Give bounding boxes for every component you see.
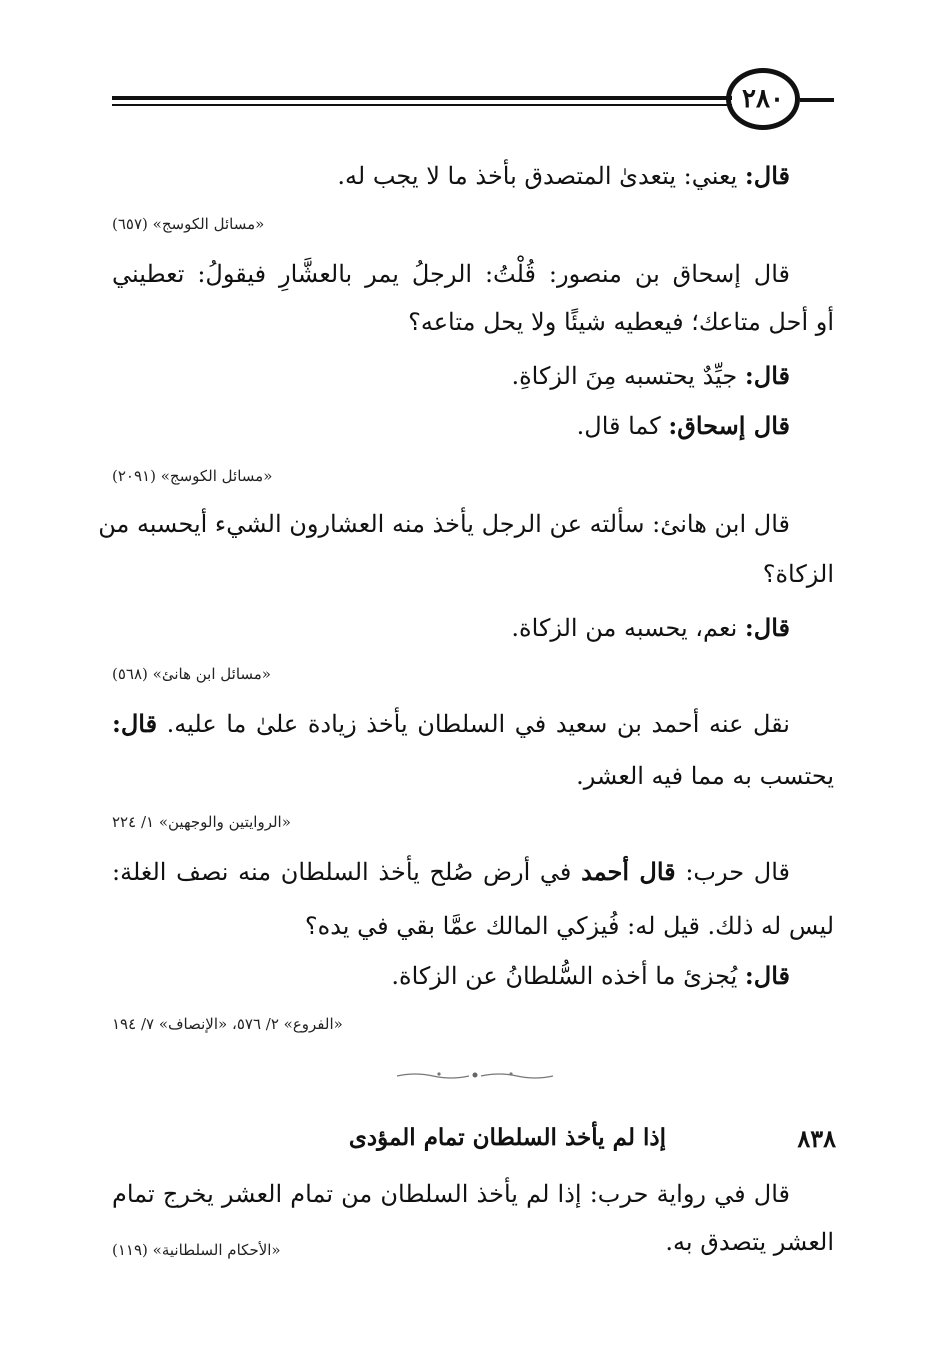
text-line-11 bbox=[112, 856, 790, 888]
line-text: كما قال. bbox=[576, 412, 661, 440]
line-text: قال حرب: bbox=[685, 858, 790, 886]
section-number: ٨٣٨ bbox=[797, 1124, 836, 1153]
qal-ahmad-label: قال أحمد bbox=[581, 857, 676, 886]
text-line-9 bbox=[112, 708, 790, 740]
page-number: ٢٨٠ bbox=[726, 68, 800, 130]
text-line-8 bbox=[511, 612, 790, 644]
qal-label: قال: bbox=[744, 361, 790, 390]
text-line-1 bbox=[337, 160, 790, 192]
line-text: جيِّدٌ يحتسبه مِنَ الزكاةِ. bbox=[511, 362, 738, 390]
qal-label: قال: bbox=[744, 961, 790, 990]
reference-6: «الأحكام السلطانية» (١١٩) bbox=[112, 1241, 281, 1259]
text-line-7: الزكاة؟ bbox=[762, 560, 834, 588]
text-line-12: ليس له ذلك. قيل له: فُيزكي المالك عمَّا بقي في يده؟ bbox=[304, 912, 834, 940]
reference-3: «مسائل ابن هانئ» (٥٦٨) bbox=[112, 665, 271, 683]
reference-5: «الفروع» ٢/ ٥٧٦، «الإنصاف» ٧/ ١٩٤ bbox=[112, 1015, 343, 1033]
header-rule-bottom bbox=[112, 104, 732, 106]
qal-label: قال: bbox=[744, 613, 790, 642]
text-line-6: قال ابن هانئ: سألته عن الرجل يأخذ منه العشارون الشيء أيحسبه من bbox=[98, 510, 790, 538]
line-text: في أرض صُلح يأخذ السلطان منه نصف الغلة: bbox=[112, 858, 572, 886]
text-line-13 bbox=[391, 960, 790, 992]
text-line-4 bbox=[511, 360, 790, 392]
text-line-10: يحتسب به مما فيه العشر. bbox=[576, 762, 834, 790]
line-text: نقل عنه أحمد بن سعيد في السلطان يأخذ زيادة علىٰ ما عليه. bbox=[166, 710, 790, 738]
text-line-5 bbox=[577, 410, 790, 442]
header-rule-top bbox=[112, 96, 732, 100]
qal-label: قال: bbox=[112, 709, 158, 738]
qal-ishaq-label: قال إسحاق: bbox=[668, 411, 790, 440]
line-text: يُجزئ ما أخذه السُّلطانُ عن الزكاة. bbox=[391, 962, 738, 990]
section-divider-ornament bbox=[395, 1068, 555, 1082]
text-line-3: أو أحل متاعك؛ فيعطيه شيئًا ولا يحل متاعه؟ bbox=[408, 308, 834, 336]
line-text: نعم، يحسبه من الزكاة. bbox=[511, 614, 738, 642]
header-rule-right bbox=[800, 98, 834, 102]
text-line-2: قال إسحاق بن منصور: قُلْتُ: الرجلُ يمر بالعشَّارِ فيقولُ: تعطيني bbox=[112, 260, 790, 288]
reference-4: «الروايتين والوجهين» ١/ ٢٢٤ bbox=[112, 813, 291, 831]
reference-1: «مسائل الكوسج» (٦٥٧) bbox=[112, 215, 265, 233]
section-title: إذا لم يأخذ السلطان تمام المؤدى bbox=[348, 1124, 666, 1151]
reference-2: «مسائل الكوسج» (٢٠٩١) bbox=[112, 467, 273, 485]
qal-label: قال: bbox=[744, 161, 790, 190]
text-line-15: العشر يتصدق به. bbox=[665, 1228, 834, 1256]
text-line-14: قال في رواية حرب: إذا لم يأخذ السلطان من تمام العشر يخرج تمام bbox=[112, 1180, 790, 1208]
line-text: يعني: يتعدىٰ المتصدق بأخذ ما لا يجب له. bbox=[337, 162, 738, 190]
